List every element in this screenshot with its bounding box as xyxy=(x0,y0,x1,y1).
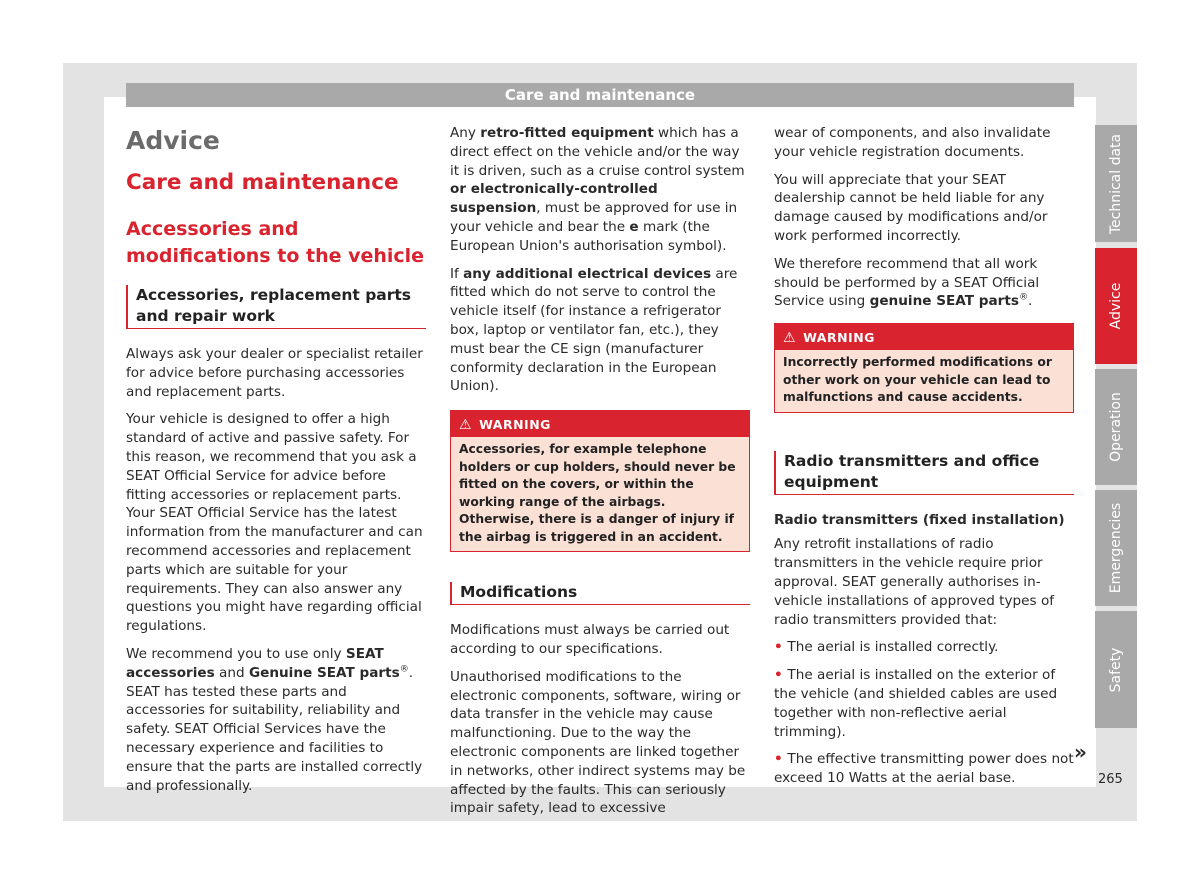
tab-emergencies[interactable]: Emergencies xyxy=(1095,490,1137,606)
paragraph: We therefore recommend that all work should be performed by a SEAT Official Service using genuine SEAT parts®. xyxy=(774,255,1040,310)
warning-box xyxy=(450,410,750,552)
section-header: Care and maintenance xyxy=(126,83,1074,107)
tab-safety[interactable]: Safety xyxy=(1095,611,1137,728)
column-3 xyxy=(774,124,1074,797)
page-number: 265 xyxy=(1098,772,1123,787)
paragraph: If any additional electrical devices are fitted which do not serve to control the vehicle itself (for instance a refrigerator box, laptop or ventilator fan, etc.), they must bear the CE sign (manufacturer conformity declaration in the European Union). xyxy=(450,265,738,395)
topic-heading: Radio transmitters and office equipment xyxy=(774,451,1074,495)
minor-heading: Radio transmitters (fixed installation) xyxy=(774,511,1065,528)
paragraph: Any retrofit installations of radio transmitters in the vehicle require prior approval. SEAT generally authorises in-vehicle installations of approved types of radio transmitters provided that: xyxy=(774,536,1055,628)
bullet-icon: • xyxy=(774,751,788,768)
warning-triangle-icon: ⚠ xyxy=(459,417,473,434)
warning-text: Accessories, for example telephone holders or cup holders, should never be fitted on the covers, or within the working range of the airbags. Otherwise, there is a danger of injury if the airbag is triggered in an accident. xyxy=(459,442,736,544)
warning-box xyxy=(774,323,1074,413)
paragraph: We recommend you to use only SEAT accessories and Genuine SEAT parts®. SEAT has tested these parts and accessories for suitability, reliability and safety. SEAT Official Services have the necessary experience and facilities to ensure that the parts are installed correctly and professionally. xyxy=(126,645,423,794)
subsection-title: Accessories and modifications to the vehicle xyxy=(126,218,425,267)
topic-heading: Modifications xyxy=(450,582,750,605)
paragraph: You will appreciate that your SEAT dealership cannot be held liable for any damage caused by modifications and/or work performed incorrectly. xyxy=(774,171,1048,244)
list-item: • The effective transmitting power does not exceed 10 Watts at the aerial base. xyxy=(774,751,1074,787)
tab-operation[interactable]: Operation xyxy=(1095,369,1137,485)
warning-text: Incorrectly performed modifications or other work on your vehicle can lead to malfunctions and cause accidents. xyxy=(783,355,1052,405)
warning-header: ⚠ WARNING xyxy=(775,324,1073,350)
warning-triangle-icon: ⚠ xyxy=(783,330,797,347)
column-2 xyxy=(450,124,750,827)
paragraph: wear of components, and also invalidate your vehicle registration documents. xyxy=(774,125,1051,160)
tab-advice[interactable]: Advice xyxy=(1095,248,1137,364)
paragraph: Any retro-fitted equipment which has a direct effect on the vehicle and/or the way it is driven, such as a cruise control system or electronically-controlled suspension, must be approved for use in your vehicle and bear the e mark (the European Union's authorisation symbol). xyxy=(450,125,745,254)
topic-heading: Accessories, replacement parts and repair work xyxy=(126,285,426,329)
continue-arrow-icon: » xyxy=(1074,740,1087,764)
column-1 xyxy=(126,124,426,804)
warning-header: ⚠ WARNING xyxy=(451,411,749,437)
paragraph: Modifications must always be carried out according to our specifications. xyxy=(450,622,730,657)
chapter-title: Advice xyxy=(126,126,220,155)
section-title: Care and maintenance xyxy=(126,170,399,195)
paragraph: Your vehicle is designed to offer a high standard of active and passive safety. For this reason, we recommend that you ask a SEAT Official Service for advice before fitting accessories or replacement parts. Your SEAT Official Service has the latest information from the manufacturer and can recommend accessories and replacement parts which are suitable for your requirements. They can also answer any questions you might have regarding official regulations. xyxy=(126,411,423,635)
list-item: • The aerial is installed on the exterior of the vehicle (and shielded cables are used together with non-reflective aerial trimming). xyxy=(774,667,1058,740)
paragraph: Unauthorised modifications to the electronic components, software, wiring or data transfer in the vehicle may cause malfunctioning. Due to the way the electronic components are linked together in networks, other indirect systems may be affected by the faults. This can seriously impair safety, lead to excessive xyxy=(450,668,746,817)
bullet-icon: • xyxy=(774,639,788,656)
paragraph: Always ask your dealer or specialist retailer for advice before purchasing accessories and replacement parts. xyxy=(126,346,423,400)
tab-technical-data[interactable]: Technical data xyxy=(1095,125,1137,242)
list-item: • The aerial is installed correctly. xyxy=(774,639,999,656)
bullet-icon: • xyxy=(774,667,788,684)
